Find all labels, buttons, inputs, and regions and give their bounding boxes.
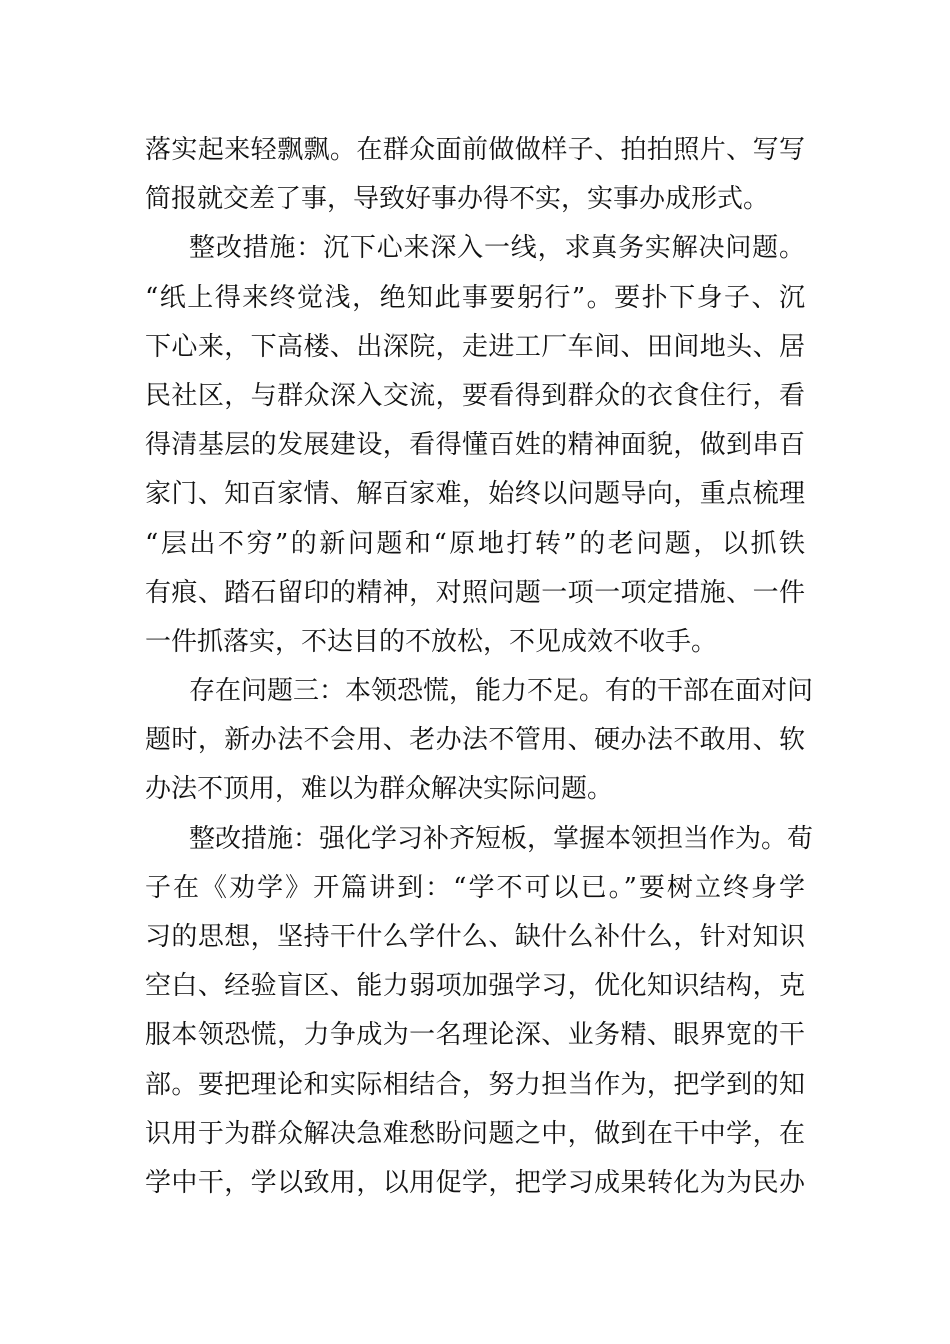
text-line: 落实起来轻飘飘。在群众面前做做样子、拍拍照片、写写 <box>145 135 805 165</box>
text-line: 学中干，学以致用，以用促学，把学习成果转化为为民办 <box>145 1167 805 1198</box>
text-line: “纸上得来终觉浅，绝知此事要躬行”。要扑下身子、沉 <box>145 282 805 313</box>
text-line: 有痕、踏石留印的精神，对照问题一项一项定措施、一件 <box>145 577 805 608</box>
text-line: 整改措施：强化学习补齐短板，掌握本领担当作为。荀 <box>189 823 814 854</box>
text-line: 服本领恐慌，力争成为一名理论深、业务精、眼界宽的干 <box>145 1020 805 1051</box>
text-line: 下心来，下高楼、出深院，走进工厂车间、田间地头、居 <box>145 331 805 362</box>
text-line: 办法不顶用，难以为群众解决实际问题。 <box>145 774 614 805</box>
text-line: 习的思想，坚持干什么学什么、缺什么补什么，针对知识 <box>145 922 805 952</box>
text-line: “层出不穷”的新问题和“原地打转”的老问题，以抓铁 <box>145 528 805 559</box>
text-line: 家门、知百家情、解百家难，始终以问题导向，重点梳理 <box>145 479 805 510</box>
text-line: 存在问题三：本领恐慌，能力不足。有的干部在面对问 <box>189 676 814 707</box>
text-line: 整改措施：沉下心来深入一线，求真务实解决问题。 <box>189 233 805 264</box>
text-line: 得清基层的发展建设，看得懂百姓的精神面貌，做到串百 <box>145 430 805 461</box>
text-line: 子在《劝学》开篇讲到：“学不可以已。”要树立终身学 <box>145 872 805 903</box>
text-line: 识用于为群众解决急难愁盼问题之中，做到在干中学，在 <box>145 1118 805 1149</box>
text-line: 空白、经验盲区、能力弱项加强学习，优化知识结构，克 <box>145 971 805 1002</box>
text-line: 简报就交差了事，导致好事办得不实，实事办成形式。 <box>145 184 770 215</box>
text-line: 一件抓落实，不达目的不放松，不见成效不收手。 <box>145 626 718 657</box>
text-line: 民社区，与群众深入交流，要看得到群众的衣食住行，看 <box>145 380 805 411</box>
body-text <box>145 126 814 1208</box>
text-line: 题时，新办法不会用、老办法不管用、硬办法不敢用、软 <box>145 725 805 756</box>
text-line: 部。要把理论和实际相结合，努力担当作为，把学到的知 <box>145 1069 805 1100</box>
